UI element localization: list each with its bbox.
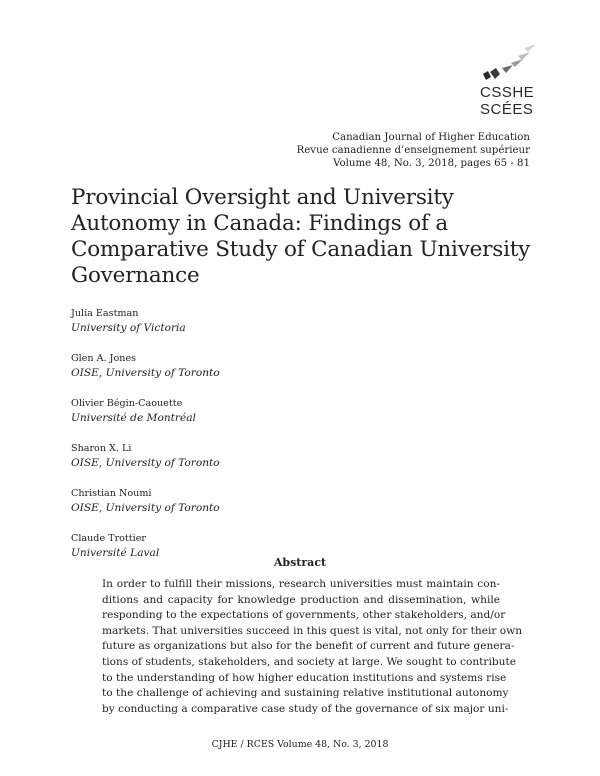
csshe-logo bbox=[478, 44, 538, 124]
abstract-line: to the challenge of achieving and sustaining relative institutional autonomy bbox=[102, 687, 509, 700]
page-footer: CJHE / RCES Volume 48, No. 3, 2018 bbox=[211, 739, 389, 750]
title-line: Provincial Oversight and University bbox=[71, 185, 454, 210]
author-affiliation: OISE, University of Toronto bbox=[71, 457, 220, 469]
author-entry bbox=[71, 307, 491, 352]
author-affiliation: Université de Montréal bbox=[71, 412, 196, 424]
abstract-heading: Abstract bbox=[273, 556, 327, 569]
birds-logo-icon bbox=[478, 44, 538, 84]
abstract-body bbox=[102, 577, 523, 717]
title-line: Comparative Study of Canadian University bbox=[71, 237, 531, 262]
abstract-line: markets. That universities succeed in this quest is vital, not only for their own bbox=[102, 624, 523, 637]
author-entry bbox=[71, 397, 491, 442]
article-title bbox=[71, 185, 541, 289]
journal-volume: Volume 48, No. 3, 2018, pages 65 - 81 bbox=[333, 158, 530, 169]
author-affiliation: Université Laval bbox=[71, 547, 160, 559]
abstract-line: In order to fulfill their missions, research universities must maintain con- bbox=[102, 578, 500, 590]
logo-line-1: CSSHE bbox=[480, 84, 535, 101]
author-name: Glen A. Jones bbox=[71, 353, 137, 364]
author-name: Olivier Bégin-Caouette bbox=[71, 398, 183, 409]
author-entry bbox=[71, 487, 491, 532]
abstract-line: by conducting a comparative case study of the governance of six major uni- bbox=[102, 702, 509, 715]
abstract-line: ditions and capacity for knowledge production and dissemination, while bbox=[102, 593, 500, 606]
abstract-line: future as organizations but also for the benefit of current and future genera- bbox=[102, 640, 515, 653]
author-name: Julia Eastman bbox=[71, 308, 139, 319]
author-affiliation: OISE, University of Toronto bbox=[71, 502, 220, 514]
author-entry bbox=[71, 532, 491, 577]
author-entry bbox=[71, 352, 491, 397]
author-name: Claude Trottier bbox=[71, 533, 146, 544]
logo-line-2: SCÉES bbox=[480, 101, 534, 118]
author-name: Christian Noumi bbox=[71, 488, 152, 499]
author-affiliation: OISE, University of Toronto bbox=[71, 367, 220, 379]
author-entry bbox=[71, 442, 491, 487]
author-affiliation: University of Victoria bbox=[71, 322, 186, 334]
journal-info bbox=[297, 131, 530, 170]
abstract-line: tions of students, stakeholders, and society at large. We sought to contribute bbox=[102, 655, 517, 668]
title-line: Autonomy in Canada: Findings of a bbox=[71, 211, 448, 236]
journal-name-fr: Revue canadienne d’enseignement supérieur bbox=[296, 145, 530, 156]
author-name: Sharon X. Li bbox=[71, 443, 132, 454]
journal-name-en: Canadian Journal of Higher Education bbox=[332, 132, 530, 143]
title-line: Governance bbox=[71, 263, 200, 288]
abstract-line: to the understanding of how higher education institutions and systems rise bbox=[102, 671, 507, 684]
abstract-line: responding to the expectations of governments, other stakeholders, and/or bbox=[102, 609, 506, 622]
author-list bbox=[71, 307, 491, 577]
